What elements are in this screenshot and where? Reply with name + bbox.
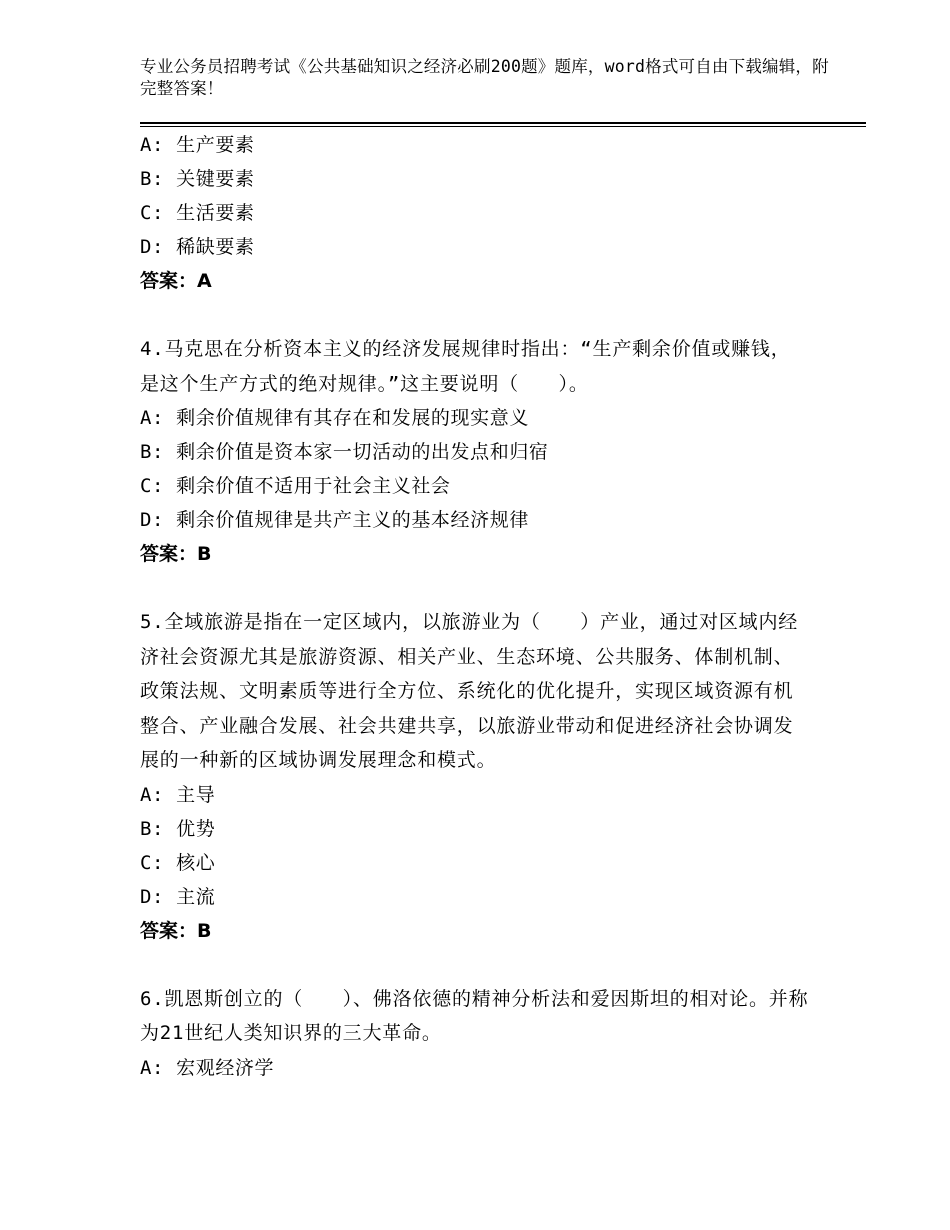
option-c: C: 核心 (140, 851, 216, 874)
option-b: B: 剩余价值是资本家一切活动的出发点和归宿 (140, 441, 549, 463)
option-a: A: 宏观经济学 (140, 1056, 275, 1079)
question-block (140, 982, 810, 1085)
option-a: A: 主导 (140, 783, 216, 806)
question-block (140, 605, 810, 948)
option-c: C: 生活要素 (140, 202, 255, 224)
question-text: 5.全域旅游是指在一定区域内，以旅游业为（ ）产业，通过对区域内经济社会资源尤其是旅游资源、相关产业、生态环境、公共服务、体制机制、政策法规、文明素质等进行全方位、系统化的优化提升，实现区域资源有机整合、产业融合发展、社会共建共享，以旅游业带动和促进经济社会协调发展的一种新的区域协调发展理念和模式。 (140, 611, 799, 771)
header-rule-thick (140, 122, 866, 124)
option-d: D: 稀缺要素 (140, 236, 255, 258)
option-a: A: 生产要素 (140, 134, 255, 156)
page-header (140, 56, 830, 100)
option-d: D: 剩余价值规律是共产主义的基本经济规律 (140, 509, 529, 531)
question-block (140, 128, 810, 298)
spacer (140, 298, 810, 332)
option-b: B: 关键要素 (140, 168, 255, 190)
option-a: A: 剩余价值规律有其存在和发展的现实意义 (140, 407, 529, 429)
option-d: D: 主流 (140, 885, 216, 908)
spacer (140, 571, 810, 605)
header-title: 专业公务员招聘考试《公共基础知识之经济必刷200题》题库，word格式可自由下载编辑，附完整答案！ (140, 57, 829, 98)
answer-label: 答案：B (140, 543, 212, 565)
answer-label: 答案：B (140, 919, 212, 942)
header-rule-thin (140, 126, 866, 127)
answer-label: 答案：A (140, 270, 212, 292)
spacer (140, 948, 810, 982)
question-block (140, 332, 810, 571)
question-text: 6.凯恩斯创立的（ ）、佛洛依德的精神分析法和爱因斯坦的相对论。并称为21世纪人类知识界的三大革命。 (140, 987, 809, 1044)
option-b: B: 优势 (140, 817, 216, 840)
option-c: C: 剩余价值不适用于社会主义社会 (140, 475, 451, 497)
question-text: 4.马克思在分析资本主义的经济发展规律时指出：“生产剩余价值或赚钱，是这个生产方式的绝对规律。”这主要说明（ ）。 (140, 338, 791, 395)
question-list (140, 128, 810, 1085)
